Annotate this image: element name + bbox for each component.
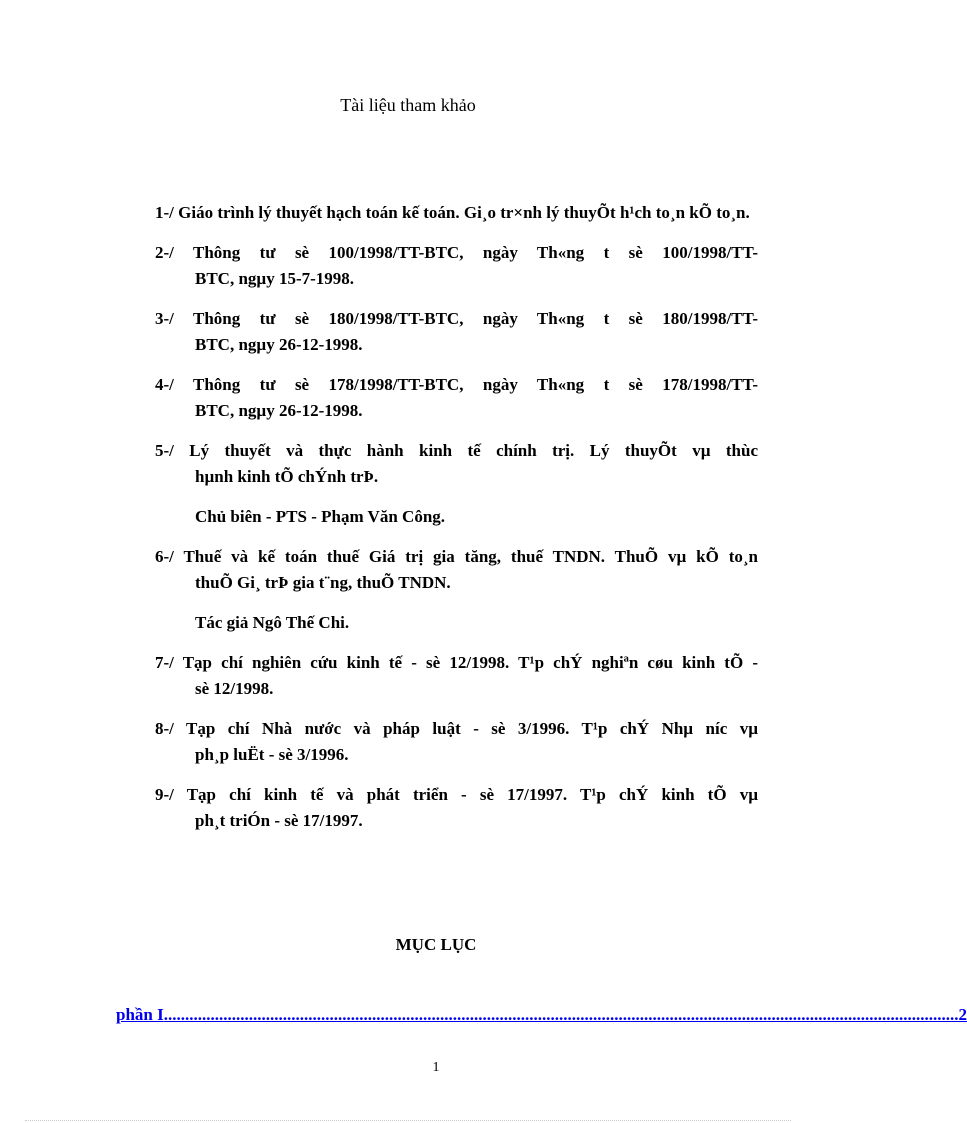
reference-text: 5-/ Lý thuyết và thực hành kinh tế chính trị. Lý thuyÕt vµ thùc [155,441,758,460]
reference-text-continued: sè 12/1998. [195,679,274,698]
reference-text: 9-/ Tạp chí kinh tế và phát triển - sè 17/1997. T¹p chÝ kinh tÕ vµ [155,785,758,804]
toc-entry-page[interactable]: 2 [958,1005,967,1024]
reference-text-continued: BTC, ngµy 15-7-1998. [195,269,355,288]
reference-text: 2-/ Thông tư sè 100/1998/TT-BTC, ngày Th«ng t sè 100/1998/TT- [155,243,758,262]
reference-text: 8-/ Tạp chí Nhà nước và pháp luật - sè 3/1996. T¹p chÝ Nhµ níc vµ [155,719,758,738]
reference-text-continued: ph¸p luËt - sè 3/1996. [195,745,349,764]
reference-text-continued: thuÕ Gi¸ trÞ gia t¨ng, thuÕ TNDN. [195,573,451,592]
reference-text: 3-/ Thông tư sè 180/1998/TT-BTC, ngày Th«ng t sè 180/1998/TT- [155,309,758,328]
reference-item [155,372,758,424]
page-bottom-edge [25,1120,791,1121]
toc-entry-label[interactable]: phần I [116,1005,164,1024]
reference-text-continued: BTC, ngµy 26-12-1998. [195,401,363,420]
reference-item [155,438,758,490]
reference-item [155,782,758,834]
reference-note: Chủ biên - PTS - Phạm Văn Công. [195,507,446,526]
reference-item [155,544,758,596]
reference-item [155,650,758,702]
reference-text: 4-/ Thông tư sè 178/1998/TT-BTC, ngày Th«ng t sè 178/1998/TT- [155,375,758,394]
reference-item [155,716,758,768]
reference-item [155,240,758,292]
reference-text: 6-/ Thuế và kế toán thuế Giá trị gia tăng, thuế TNDN. ThuÕ vµ kÕ to¸n [155,547,758,566]
page-number: 1 [432,1060,440,1075]
toc-leader-dots[interactable]: ........................................................................................................................................................................................... [163,1005,959,1024]
toc-entry-link[interactable] [116,1005,967,1025]
reference-text: 1-/ Giáo trình lý thuyết hạch toán kế toán. Gi¸o tr×nh lý thuyÕt h¹ch [155,203,652,222]
reference-text-continued: BTC, ngµy 26-12-1998. [195,335,363,354]
reference-text-continued: ph¸t triÓn - sè 17/1997. [195,811,363,830]
page-title: Tài liệu tham khảo [340,95,476,115]
reference-text-continued: hµnh kinh tÕ chÝnh trÞ. [195,467,379,486]
reference-item [155,306,758,358]
reference-text-continued: to¸n kÕ to¸n. [655,203,750,222]
reference-item [155,200,758,226]
toc-title: MỤC LỤC [395,935,477,954]
reference-note: Tác giả Ngô Thế Chi. [195,613,350,632]
reference-text: 7-/ Tạp chí nghiên cứu kinh tế - sè 12/1998. T¹p chÝ nghiªn cøu kinh tÕ - [155,653,758,672]
reference-list [155,200,758,848]
